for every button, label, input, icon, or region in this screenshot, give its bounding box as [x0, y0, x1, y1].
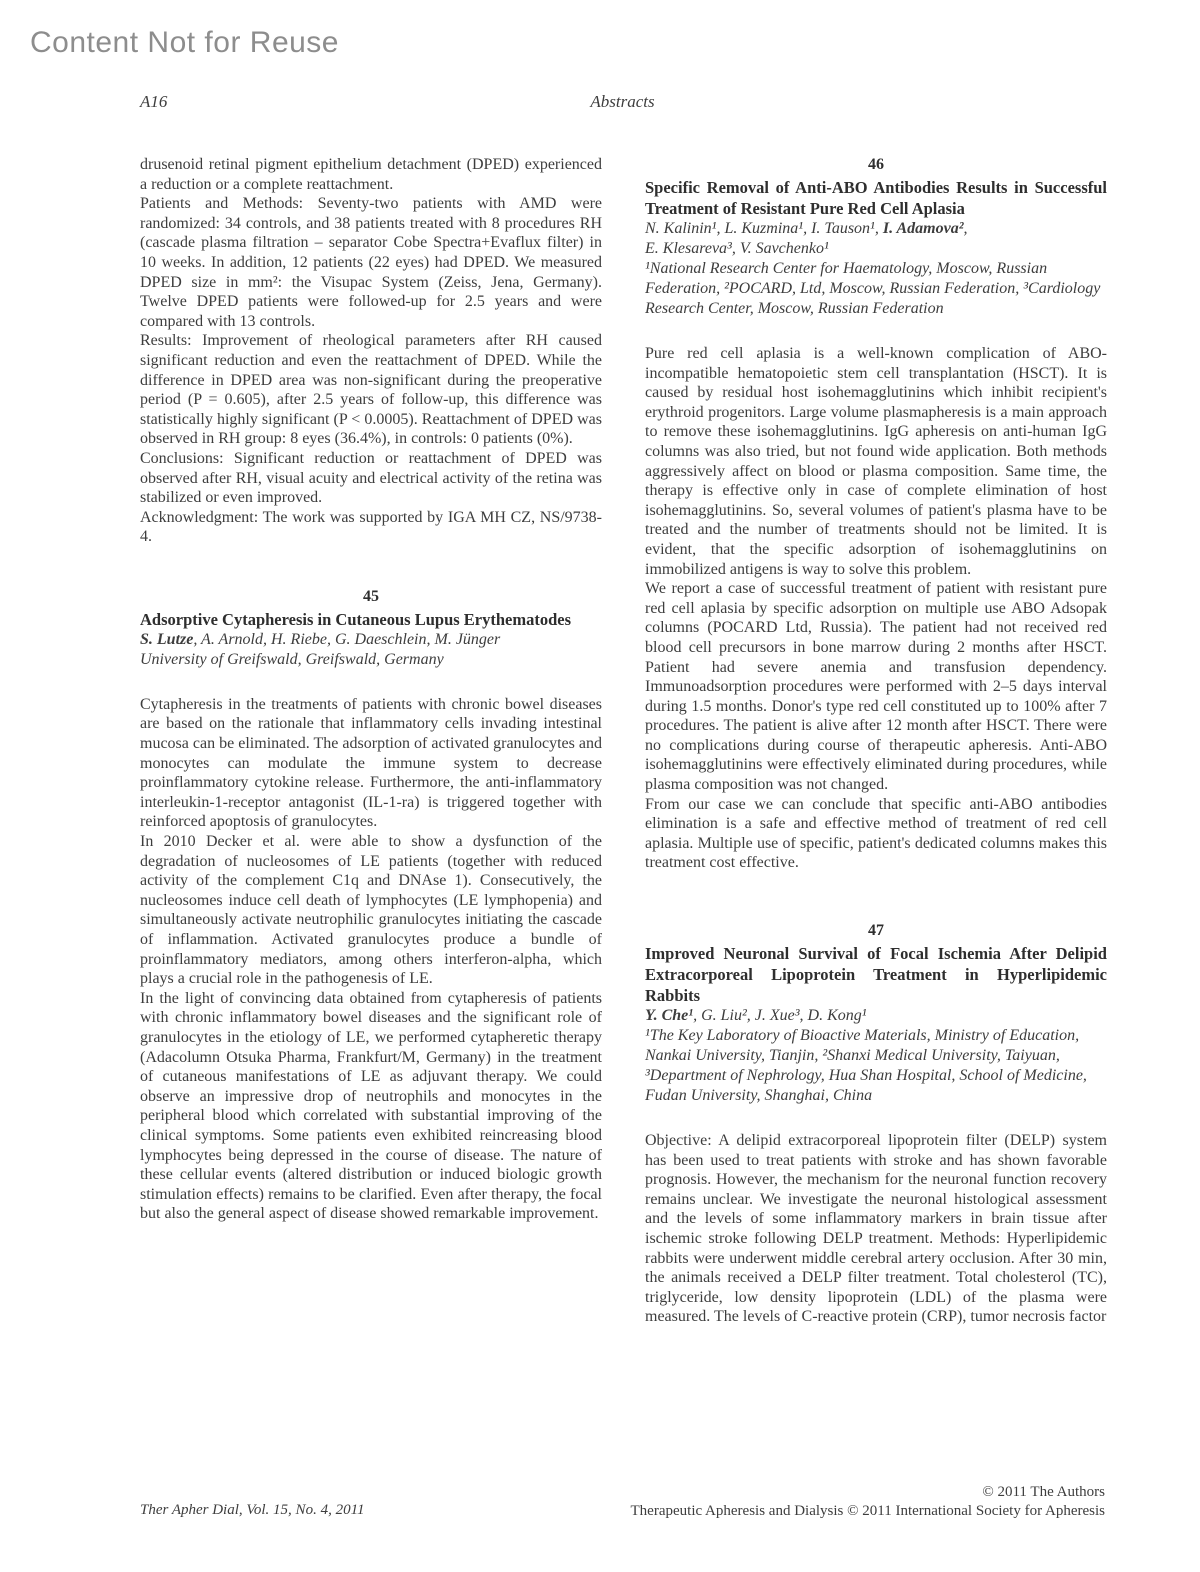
paragraph-results: Results: Improvement of rheological parameters after RH caused significant reduction and even the reattachment of DPED. While the difference in DPED area was non-significant during the preoperative period (P = 0.605), after 2.5 years of follow-up, this difference was statistically highly significant (P < 0.0005). Reattachment of DPED was observed in RH group: 8 eyes (36.4%), in controls: 0 patients (0%).	[140, 332, 602, 448]
footer-copyright	[631, 1483, 1105, 1521]
page-number: A16	[140, 92, 168, 111]
abstract-authors	[140, 630, 602, 650]
abstract-title: Specific Removal of Anti-ABO Antibodies Results in Successful Treatment of Resistant Pure Red Cell Aplasia	[645, 178, 1107, 218]
paragraph: Pure red cell aplasia is a well-known complication of ABO-incompatible hematopoietic stem cell transplantation (HSCT). It is caused by residual host isohemagglutinins which inhibit recipient's erythroid progenitors. Large volume plasmapheresis is a main approach to remove these isohemagglutinins. IgG apheresis on anti-human IgG columns was also tried, but not found wide application. Both methods aggressively affect on blood or plasma composition. Same time, the therapy is effective only in case of complete elimination of host isohemagglutinins. So, several volumes of patient's plasma have to be treated and the number of treatments should not be limited. It is evident, that the specific adsorption of isohemagglutinins on immobilized antigens is way to solve this problem.	[645, 345, 1107, 578]
footer-journal-reference: Ther Apher Dial, Vol. 15, No. 4, 2011	[140, 1502, 365, 1518]
authors-post: ,	[963, 220, 968, 237]
abstract-authors	[645, 219, 1107, 259]
copyright-authors: © 2011 The Authors	[982, 1484, 1105, 1500]
watermark-text: Content Not for Reuse	[30, 26, 339, 59]
abstract-title: Improved Neuronal Survival of Focal Ischemia After Delipid Extracorporeal Lipoprotein Treatment in Hyperlipidemic Rabbits	[645, 944, 1107, 1006]
author-presenting: I. Adamova²	[882, 220, 964, 237]
abstract-body	[645, 344, 1107, 873]
abstract-affiliation: ¹National Research Center for Haematology, Moscow, Russian Federation, ²POCARD, Ltd, Moscow, Russian Federation, ³Cardiology Research Center, Moscow, Russian Federation	[645, 260, 1101, 317]
paragraph-conclusions: Conclusions: Significant reduction or reattachment of DPED was observed after RH, visual acuity and electrical activity of the retina was stabilized or even improved.	[140, 449, 602, 507]
author-presenting: Y. Che¹	[645, 1007, 694, 1025]
paragraph: Cytapheresis in the treatments of patients with chronic bowel diseases are based on the rationale that inflammatory cells invading intestinal mucosa can be eliminated. The adsorption of activated granulocytes and monocytes can modulate the immune system to decrease proinflammatory cytokine release. Furthermore, the anti-inflammatory interleukin-1-receptor antagonist (IL-1-ra) is triggered together with reinforced apoptosis of granulocytes.	[140, 695, 602, 831]
abstract-authors	[645, 1006, 1107, 1026]
abstract-affiliation: ¹The Key Laboratory of Bioactive Materials, Ministry of Education, Nankai University, Tianjin, ²Shanxi Medical University, Taiyuan, ³Department of Nephrology, Hua Shan Hospital, School of Medicine, Fudan University, Shanghai, China	[645, 1027, 1087, 1105]
authors-rest: , G. Liu², J. Xue³, D. Kong¹	[693, 1007, 867, 1025]
paragraph: drusenoid retinal pigment epithelium detachment (DPED) experienced a reduction or a complete reattachment.	[140, 156, 602, 193]
paragraph: In the light of convincing data obtained from cytapheresis of patients with chronic inflammatory bowel diseases and the significant role of granulocytes in the etiology of LE, we performed cytapheretic therapy (Adacolumn Otsuka Pharma, Frankfurt/M, Germany) in the treatment of cutaneous manifestations of LE as adjuvant therapy. We could observe an impressive drop of neutrophils and monocytes in the peripheral blood which correlated with substantial improving of the clinical symptoms. Some patients even exhibited reincreasing blood lymphocytes being depressed in the course of disease. The nature of these cellular events (altered distribution or induced biologic growth stimulation effects) remains to be clarified. Even after therapy, the focal but also the general aspect of disease showed remarkable improvement.	[140, 989, 602, 1223]
abstract-44-continuation	[140, 155, 602, 547]
paragraph: From our case we can conclude that specific anti-ABO antibodies elimination is a safe and effective method of treatment of red cell aplasia. Multiple use of specific, patient's dedicated columns makes this treatment cost effective.	[645, 795, 1107, 872]
abstract-number: 46	[868, 156, 884, 173]
paragraph-patients-methods: Patients and Methods: Seventy-two patients with AMD were randomized: 34 controls, and 38 patients treated with 8 procedures RH (cascade plasma filtration – separator Cobe Spectra+Evaflux filter) in 10 weeks. In addition, 12 patients (22 eyes) had DPED. We measured DPED size in mm²: the Visupac System (Zeiss, Jena, Germany). Twelve DPED patients were followed-up for 2.5 years and were compared with 13 controls.	[140, 195, 602, 330]
author-presenting: S. Lutze	[140, 630, 194, 648]
left-column	[140, 155, 602, 1224]
authors-line-1	[645, 219, 1107, 239]
authors-pre: N. Kalinin¹, L. Kuzmina¹, I. Tauson¹,	[645, 220, 883, 237]
paragraph: Objective: A delipid extracorporeal lipoprotein filter (DELP) system has been used to treat patients with stroke and has shown favorable prognosis. However, the mechanism for the neuronal function recovery remains unclear. We investigate the neuronal histological assessment and the levels of some inflammatory markers in brain tissue after ischemic stroke following DELP treatment. Methods: Hyperlipidemic rabbits were underwent middle cerebral artery occlusion. After 30 min, the animals received a DELP filter treatment. Total cholesterol (TC), triglyceride, low density lipoprotein (LDL) of the plasma were measured. The levels of C-reactive protein (CRP), tumor necrosis factor	[645, 1132, 1107, 1326]
abstract-number: 45	[363, 587, 379, 605]
paragraph-acknowledgment: Acknowledgment: The work was supported by IGA MH CZ, NS/9738-4.	[140, 508, 602, 546]
abstract-title: Adsorptive Cytapheresis in Cutaneous Lupus Erythematodes	[140, 609, 572, 629]
abstract-affiliation: University of Greifswald, Greifswald, Germany	[140, 650, 444, 668]
authors-line-2: E. Klesareva³, V. Savchenko¹	[645, 240, 829, 257]
abstract-45	[140, 587, 602, 1224]
authors-rest: , A. Arnold, H. Riebe, G. Daeschlein, M. Jünger	[193, 630, 501, 648]
page-header	[140, 92, 1105, 116]
abstract-number: 47	[868, 922, 884, 940]
abstract-body	[140, 695, 602, 1224]
abstract-body	[645, 1131, 1107, 1327]
section-title: Abstracts	[590, 92, 655, 111]
paragraph: In 2010 Decker et al. were able to show a dysfunction of the degradation of nucleosomes of LE patients (together with reduced activity of the complement C1q and DNAse 1). Consecutively, the nucleosomes induce cell death of lymphocytes (LE lymphopenia) and simultaneously activate neutrophilic granulocytes initiating the cascade of inflammation. Activated granulocytes produce a bundle of proinflammatory mediators, among others interferon-alpha, which plays a crucial role in the pathogenesis of LE.	[140, 833, 602, 988]
copyright-society: Therapeutic Apheresis and Dialysis © 2011 International Society for Apheresis	[630, 1503, 1105, 1519]
abstract-46	[645, 155, 1107, 873]
paragraph: We report a case of successful treatment of patient with resistant pure red cell aplasia by specific adsorption on multiple use ABO Adsopak columns (POCARD Ltd, Russia). The patient had not received red blood cell precursors in bone marrow during 2 months after HSCT. Patient had severe anemia and transfusion dependency. Immunoadsorption procedures were performed with 2–5 days interval during 1.5 months. Donor's type red cell constituted up to 100% after 7 procedures. The patient is alive after 12 month after HSCT. There were no complications during course of therapeutic apheresis. Anti-ABO isohemagglutinins were effectively eliminated during procedures, while plasma composition was not changed.	[645, 580, 1107, 794]
right-column	[645, 155, 1107, 1327]
abstract-47	[645, 921, 1107, 1327]
